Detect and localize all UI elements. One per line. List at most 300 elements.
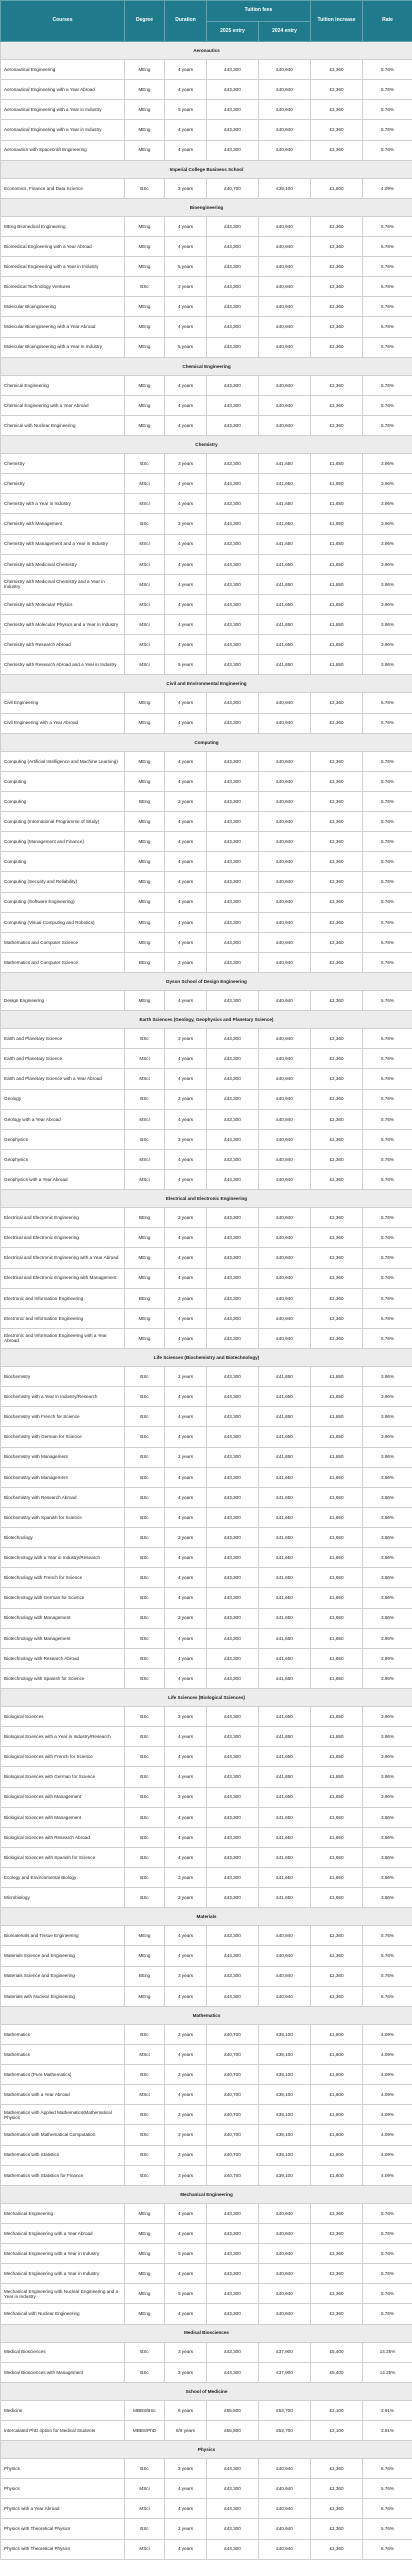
- fee-2024-cell: £40,940: [259, 2223, 311, 2243]
- fee-2024-cell: £40,940: [259, 2284, 311, 2304]
- course-cell: Mathematics with Mathematical Computation: [1, 2125, 125, 2145]
- increase-cell: £2,360: [311, 2223, 363, 2243]
- duration-cell: 4 years: [165, 1747, 207, 1767]
- fee-2025-cell: £43,300: [207, 2304, 259, 2324]
- duration-cell: 4 years: [165, 1986, 207, 2006]
- degree-cell: MSci: [125, 1049, 165, 1069]
- section-title: Aeronautics: [1, 42, 412, 60]
- duration-cell: 3 years: [165, 2125, 207, 2145]
- degree-cell: BEng: [125, 1288, 165, 1308]
- fee-2024-cell: £39,100: [259, 2125, 311, 2145]
- table-row: [1, 1268, 412, 1288]
- fee-2025-cell: £43,300: [207, 771, 259, 791]
- degree-cell: BSc: [125, 1467, 165, 1487]
- fee-2025-cell: £43,300: [207, 2539, 259, 2559]
- duration-cell: 4 years: [165, 1648, 207, 1668]
- table-row: [1, 1528, 412, 1548]
- degree-cell: BSc: [125, 1447, 165, 1467]
- course-cell: Aeronautical Engineering with a Year in Industry: [1, 120, 125, 140]
- fee-2025-cell: £43,300: [207, 594, 259, 614]
- fee-2025-cell: £40,700: [207, 2044, 259, 2064]
- increase-cell: £2,360: [311, 791, 363, 811]
- fee-2024-cell: £41,650: [259, 1888, 311, 1908]
- table-row: [1, 2400, 412, 2420]
- degree-cell: BSc: [125, 1129, 165, 1149]
- table-row: [1, 1049, 412, 1069]
- fee-2025-cell: £43,300: [207, 812, 259, 832]
- increase-cell: £1,650: [311, 534, 363, 554]
- increase-cell: £2,360: [311, 1170, 363, 1190]
- fee-2024-cell: £41,650: [259, 1807, 311, 1827]
- course-cell: Chemistry with Management and a Year in Industry: [1, 534, 125, 554]
- course-cell: Aeronautics with Spacecraft Engineering: [1, 140, 125, 160]
- table-row: [1, 1747, 412, 1767]
- fee-2025-cell: £43,300: [207, 615, 259, 635]
- duration-cell: 3 years: [165, 2065, 207, 2085]
- table-row: [1, 832, 412, 852]
- degree-cell: BSc: [125, 1727, 165, 1747]
- fee-2024-cell: £41,650: [259, 474, 311, 494]
- course-cell: Chemistry: [1, 474, 125, 494]
- table-row: [1, 2165, 412, 2185]
- table-row: [1, 1208, 412, 1228]
- duration-cell: 3 years: [165, 1707, 207, 1727]
- rate-cell: 3.96%: [363, 1628, 412, 1648]
- fee-2025-cell: £43,300: [207, 1528, 259, 1548]
- section-title: Chemistry: [1, 436, 412, 454]
- section-title: Medical Biosciences: [1, 2324, 412, 2342]
- increase-cell: £1,650: [311, 1568, 363, 1588]
- table-row: [1, 2024, 412, 2044]
- course-cell: Biological Sciences with a Year in Industry/Research: [1, 1727, 125, 1747]
- fee-2025-cell: £43,300: [207, 1288, 259, 1308]
- course-cell: Electrical and Electronic Engineering with a Year Abroad: [1, 1248, 125, 1268]
- fee-2025-cell: £43,300: [207, 257, 259, 277]
- rate-cell: 3.96%: [363, 1588, 412, 1608]
- fee-2025-cell: £43,300: [207, 1986, 259, 2006]
- section-title: Bioengineering: [1, 198, 412, 216]
- fee-2025-cell: £43,300: [207, 1248, 259, 1268]
- fee-2024-cell: £41,650: [259, 534, 311, 554]
- course-cell: Microbiology: [1, 1888, 125, 1908]
- table-row: [1, 1447, 412, 1467]
- rate-cell: 3.96%: [363, 1447, 412, 1467]
- rate-cell: 5.76%: [363, 236, 412, 256]
- table-row: [1, 1170, 412, 1190]
- course-cell: Molecular Bioengineering with a Year Abroad: [1, 317, 125, 337]
- degree-cell: BSc: [125, 1367, 165, 1387]
- duration-cell: 4 years: [165, 120, 207, 140]
- duration-cell: 4 years: [165, 713, 207, 733]
- course-cell: Geology with a Year Abroad: [1, 1109, 125, 1129]
- course-cell: Electrical and Electronic Engineering with Management: [1, 1268, 125, 1288]
- fee-2024-cell: £40,940: [259, 375, 311, 395]
- course-cell: Biotechnology with Management: [1, 1608, 125, 1628]
- col-header-2025-entry: 2025 entry: [207, 22, 259, 42]
- increase-cell: £2,360: [311, 2264, 363, 2284]
- duration-cell: 3 years: [165, 514, 207, 534]
- degree-cell: BSc: [125, 1387, 165, 1407]
- increase-cell: £1,650: [311, 1487, 363, 1507]
- fee-2025-cell: £43,300: [207, 1787, 259, 1807]
- rate-cell: 3.96%: [363, 1868, 412, 1888]
- fee-2024-cell: £41,650: [259, 1648, 311, 1668]
- table-row: [1, 1427, 412, 1447]
- increase-cell: £2,360: [311, 2203, 363, 2223]
- duration-cell: 3 years: [165, 1129, 207, 1149]
- fee-2025-cell: £40,700: [207, 2024, 259, 2044]
- degree-cell: BSc: [125, 1588, 165, 1608]
- fee-2025-cell: £43,300: [207, 2284, 259, 2304]
- fee-2024-cell: £41,650: [259, 1787, 311, 1807]
- duration-cell: 4 years: [165, 1926, 207, 1946]
- fee-2024-cell: £40,940: [259, 1069, 311, 1089]
- duration-cell: 3 years: [165, 1288, 207, 1308]
- duration-cell: 4 years: [165, 236, 207, 256]
- fee-2025-cell: £43,300: [207, 1367, 259, 1387]
- course-cell: Biological Sciences with Management: [1, 1787, 125, 1807]
- course-cell: Biochemistry with French for Science: [1, 1407, 125, 1427]
- rate-cell: 4.09%: [363, 2105, 412, 2125]
- duration-cell: 4 years: [165, 1268, 207, 1288]
- duration-cell: 4 years: [165, 635, 207, 655]
- course-cell: Geophysics with a Year Abroad: [1, 1170, 125, 1190]
- degree-cell: BSc: [125, 1648, 165, 1668]
- increase-cell: £1,650: [311, 1807, 363, 1827]
- course-cell: Physics: [1, 2479, 125, 2499]
- rate-cell: 5.76%: [363, 912, 412, 932]
- increase-cell: £2,360: [311, 2244, 363, 2264]
- degree-cell: BSc: [125, 1029, 165, 1049]
- degree-cell: MEng: [125, 2264, 165, 2284]
- fee-2025-cell: £43,300: [207, 952, 259, 972]
- fee-2025-cell: £43,300: [207, 1548, 259, 1568]
- duration-cell: 3 years: [165, 2145, 207, 2165]
- rate-cell: 3.96%: [363, 1807, 412, 1827]
- duration-cell: 4 years: [165, 1069, 207, 1089]
- duration-cell: 4 years: [165, 395, 207, 415]
- fee-2025-cell: £43,300: [207, 1089, 259, 1109]
- degree-cell: MEng: [125, 375, 165, 395]
- fee-2024-cell: £41,650: [259, 454, 311, 474]
- col-header-tuition-increase: Tuition increase: [311, 1, 363, 42]
- degree-cell: BSc: [125, 2362, 165, 2382]
- table-row: [1, 317, 412, 337]
- fee-2024-cell: £40,940: [259, 2499, 311, 2519]
- increase-cell: £1,650: [311, 1707, 363, 1727]
- degree-cell: BSc: [125, 178, 165, 198]
- fee-2024-cell: £40,940: [259, 852, 311, 872]
- table-row: [1, 771, 412, 791]
- course-cell: Biological Sciences with French for Science: [1, 1747, 125, 1767]
- fee-2025-cell: £43,300: [207, 277, 259, 297]
- course-cell: Computing (Management and Finance): [1, 832, 125, 852]
- fee-2025-cell: £43,300: [207, 852, 259, 872]
- rate-cell: 5.76%: [363, 713, 412, 733]
- duration-cell: 4 years: [165, 991, 207, 1011]
- duration-cell: 4 years: [165, 1668, 207, 1688]
- fee-2025-cell: £43,300: [207, 1228, 259, 1248]
- fee-2024-cell: £40,940: [259, 832, 311, 852]
- fee-2024-cell: £40,940: [259, 2479, 311, 2499]
- increase-cell: £2,360: [311, 297, 363, 317]
- duration-cell: 4 years: [165, 1568, 207, 1588]
- rate-cell: 5.76%: [363, 60, 412, 80]
- rate-cell: 5.76%: [363, 791, 412, 811]
- increase-cell: £1,650: [311, 1668, 363, 1688]
- degree-cell: MSci: [125, 574, 165, 594]
- col-header-degree: Degree: [125, 1, 165, 42]
- increase-cell: £2,360: [311, 1328, 363, 1348]
- rate-cell: 3.96%: [363, 1668, 412, 1688]
- rate-cell: 5.76%: [363, 2223, 412, 2243]
- rate-cell: 5.76%: [363, 395, 412, 415]
- table-row: [1, 297, 412, 317]
- degree-cell: BSc: [125, 1427, 165, 1447]
- fee-2024-cell: £40,940: [259, 277, 311, 297]
- course-cell: Biomaterials and Tissue Engineering: [1, 1926, 125, 1946]
- fee-2024-cell: £41,650: [259, 1427, 311, 1447]
- duration-cell: 4 years: [165, 2223, 207, 2243]
- duration-cell: 3 years: [165, 2342, 207, 2362]
- duration-cell: 3 years: [165, 1787, 207, 1807]
- fee-2024-cell: £53,700: [259, 2420, 311, 2440]
- fee-2024-cell: £40,940: [259, 1328, 311, 1348]
- degree-cell: MEng: [125, 2304, 165, 2324]
- table-row: [1, 2420, 412, 2440]
- section-header-row: [1, 42, 412, 60]
- fee-2025-cell: £43,300: [207, 1767, 259, 1787]
- rate-cell: 5.76%: [363, 852, 412, 872]
- increase-cell: £2,360: [311, 1228, 363, 1248]
- fee-2025-cell: £43,300: [207, 140, 259, 160]
- duration-cell: 4 years: [165, 1328, 207, 1348]
- increase-cell: £2,360: [311, 120, 363, 140]
- table-row: [1, 2264, 412, 2284]
- increase-cell: £1,650: [311, 1847, 363, 1867]
- table-row: [1, 1288, 412, 1308]
- fee-2024-cell: £41,650: [259, 1727, 311, 1747]
- degree-cell: BSc: [125, 2024, 165, 2044]
- rate-cell: 5.76%: [363, 1049, 412, 1069]
- table-row: [1, 2145, 412, 2165]
- fee-2025-cell: £43,300: [207, 1208, 259, 1228]
- course-cell: Mechanical Engineering with Nuclear Engineering and a Year in Industry: [1, 2284, 125, 2304]
- fee-2025-cell: £43,300: [207, 1568, 259, 1588]
- fee-2024-cell: £40,940: [259, 80, 311, 100]
- increase-cell: £2,360: [311, 751, 363, 771]
- rate-cell: 5.76%: [363, 2519, 412, 2539]
- fee-2025-cell: £43,300: [207, 1387, 259, 1407]
- fee-2025-cell: £43,300: [207, 912, 259, 932]
- degree-cell: BSc: [125, 1668, 165, 1688]
- rate-cell: 3.96%: [363, 1827, 412, 1847]
- increase-cell: £1,650: [311, 1507, 363, 1527]
- fee-2025-cell: £43,300: [207, 1847, 259, 1867]
- duration-cell: 3 years: [165, 1367, 207, 1387]
- course-cell: Mechanical Engineering with a Year Abroad: [1, 2223, 125, 2243]
- fee-2025-cell: £43,300: [207, 1467, 259, 1487]
- fee-2025-cell: £43,300: [207, 100, 259, 120]
- degree-cell: MEng: [125, 60, 165, 80]
- increase-cell: £2,360: [311, 2539, 363, 2559]
- section-header-row: [1, 2185, 412, 2203]
- table-row: [1, 2342, 412, 2362]
- course-cell: Mathematics and Computer Science: [1, 932, 125, 952]
- course-cell: Chemistry with Molecular Physics and a Year in Industry: [1, 615, 125, 635]
- course-cell: Biomedical Engineering with a Year in Industry: [1, 257, 125, 277]
- course-cell: Chemical with Nuclear Engineering: [1, 415, 125, 435]
- course-cell: Mathematics (Pure Mathematics): [1, 2065, 125, 2085]
- course-cell: Materials Science and Engineering: [1, 1966, 125, 1986]
- course-cell: Biochemistry with Spanish for Science: [1, 1507, 125, 1527]
- fee-2025-cell: £43,300: [207, 317, 259, 337]
- duration-cell: 5 years: [165, 2244, 207, 2264]
- course-cell: Biological Sciences: [1, 1707, 125, 1727]
- degree-cell: BSc: [125, 454, 165, 474]
- degree-cell: MEng: [125, 832, 165, 852]
- course-cell: Aeronautical Engineering: [1, 60, 125, 80]
- course-cell: Medical Biosciences with Management: [1, 2362, 125, 2382]
- section-header-row: [1, 1011, 412, 1029]
- fee-2024-cell: £37,900: [259, 2362, 311, 2382]
- fee-2025-cell: £43,300: [207, 1926, 259, 1946]
- fee-2024-cell: £40,940: [259, 1926, 311, 1946]
- fee-2024-cell: £41,650: [259, 1707, 311, 1727]
- fee-2025-cell: £43,300: [207, 1888, 259, 1908]
- table-row: [1, 1628, 412, 1648]
- duration-cell: 4 years: [165, 832, 207, 852]
- fee-2024-cell: £41,650: [259, 1387, 311, 1407]
- table-row: [1, 1787, 412, 1807]
- table-row: [1, 2459, 412, 2479]
- degree-cell: MSci: [125, 1109, 165, 1129]
- fee-2024-cell: £41,650: [259, 1628, 311, 1648]
- table-row: [1, 415, 412, 435]
- fee-2024-cell: £40,940: [259, 2304, 311, 2324]
- table-row: [1, 1707, 412, 1727]
- degree-cell: BSc: [125, 1767, 165, 1787]
- table-row: [1, 2519, 412, 2539]
- increase-cell: £2,360: [311, 375, 363, 395]
- table-row: [1, 912, 412, 932]
- degree-cell: BEng: [125, 952, 165, 972]
- course-cell: Chemical Engineering with a Year Abroad: [1, 395, 125, 415]
- section-title: Imperial College Business School: [1, 160, 412, 178]
- fee-2024-cell: £40,940: [259, 236, 311, 256]
- increase-cell: £1,650: [311, 1767, 363, 1787]
- rate-cell: 3.96%: [363, 1707, 412, 1727]
- rate-cell: 5.76%: [363, 1308, 412, 1328]
- increase-cell: £2,360: [311, 892, 363, 912]
- increase-cell: £2,360: [311, 2499, 363, 2519]
- table-row: [1, 791, 412, 811]
- fee-2025-cell: £43,300: [207, 1868, 259, 1888]
- fee-2025-cell: £43,300: [207, 216, 259, 236]
- increase-cell: £2,360: [311, 1029, 363, 1049]
- fee-2025-cell: £40,700: [207, 2105, 259, 2125]
- degree-cell: BSc: [125, 1608, 165, 1628]
- table-row: [1, 1069, 412, 1089]
- fee-2024-cell: £40,940: [259, 2264, 311, 2284]
- duration-cell: 3 years: [165, 2519, 207, 2539]
- increase-cell: £2,360: [311, 80, 363, 100]
- duration-cell: 3 years: [165, 791, 207, 811]
- increase-cell: £2,360: [311, 1268, 363, 1288]
- rate-cell: 5.76%: [363, 2499, 412, 2519]
- section-title: Life Sciences (Biochemistry and Biotechnology): [1, 1349, 412, 1367]
- rate-cell: 5.76%: [363, 1149, 412, 1169]
- rate-cell: 3.96%: [363, 554, 412, 574]
- section-title: Mechanical Engineering: [1, 2185, 412, 2203]
- table-row: [1, 1487, 412, 1507]
- rate-cell: 3.96%: [363, 1648, 412, 1668]
- duration-cell: 4 years: [165, 932, 207, 952]
- section-header-row: [1, 1349, 412, 1367]
- degree-cell: BSc: [125, 1807, 165, 1827]
- course-cell: Chemistry with Medicinal Chemistry and a Year in Industry: [1, 574, 125, 594]
- section-header-row: [1, 2006, 412, 2024]
- table-row: [1, 1089, 412, 1109]
- fee-2025-cell: £43,300: [207, 655, 259, 675]
- duration-cell: 4 years: [165, 1248, 207, 1268]
- rate-cell: 3.96%: [363, 474, 412, 494]
- degree-cell: BSc: [125, 1787, 165, 1807]
- duration-cell: 4 years: [165, 912, 207, 932]
- fee-2024-cell: £40,940: [259, 1089, 311, 1109]
- table-row: [1, 236, 412, 256]
- degree-cell: BSc: [125, 1487, 165, 1507]
- fee-2025-cell: £43,300: [207, 2519, 259, 2539]
- degree-cell: MEng: [125, 337, 165, 357]
- course-cell: Biological Sciences with German for Science: [1, 1767, 125, 1787]
- fee-2024-cell: £40,940: [259, 1308, 311, 1328]
- duration-cell: 5 years: [165, 257, 207, 277]
- fee-2024-cell: £40,940: [259, 1946, 311, 1966]
- course-cell: Ecology and Environmental Biology: [1, 1868, 125, 1888]
- duration-cell: 4 years: [165, 1387, 207, 1407]
- table-body: [1, 42, 412, 2560]
- course-cell: Biological Sciences with Management: [1, 1807, 125, 1827]
- course-cell: Biochemistry with Management: [1, 1467, 125, 1487]
- rate-cell: 5.76%: [363, 80, 412, 100]
- fee-2024-cell: £40,940: [259, 892, 311, 912]
- table-row: [1, 2284, 412, 2304]
- duration-cell: 3 years: [165, 952, 207, 972]
- section-title: Computing: [1, 733, 412, 751]
- fee-2025-cell: £43,300: [207, 1308, 259, 1328]
- course-cell: Molecular Bioengineering with a Year in Industry: [1, 337, 125, 357]
- degree-cell: MSci: [125, 554, 165, 574]
- duration-cell: 5 years: [165, 337, 207, 357]
- duration-cell: 4 years: [165, 1407, 207, 1427]
- degree-cell: MEng: [125, 812, 165, 832]
- degree-cell: MEng: [125, 297, 165, 317]
- increase-cell: £1,650: [311, 1387, 363, 1407]
- fee-2025-cell: £43,300: [207, 236, 259, 256]
- rate-cell: 5.76%: [363, 277, 412, 297]
- duration-cell: 4 years: [165, 1727, 207, 1747]
- degree-cell: BSc: [125, 1628, 165, 1648]
- course-cell: Chemistry with Research Abroad: [1, 635, 125, 655]
- fee-2024-cell: £40,940: [259, 2539, 311, 2559]
- increase-cell: £1,650: [311, 1528, 363, 1548]
- table-row: [1, 1608, 412, 1628]
- rate-cell: 5.76%: [363, 2264, 412, 2284]
- fee-2024-cell: £41,650: [259, 615, 311, 635]
- duration-cell: 3 years: [165, 1208, 207, 1228]
- section-title: Civil and Environmental Engineering: [1, 675, 412, 693]
